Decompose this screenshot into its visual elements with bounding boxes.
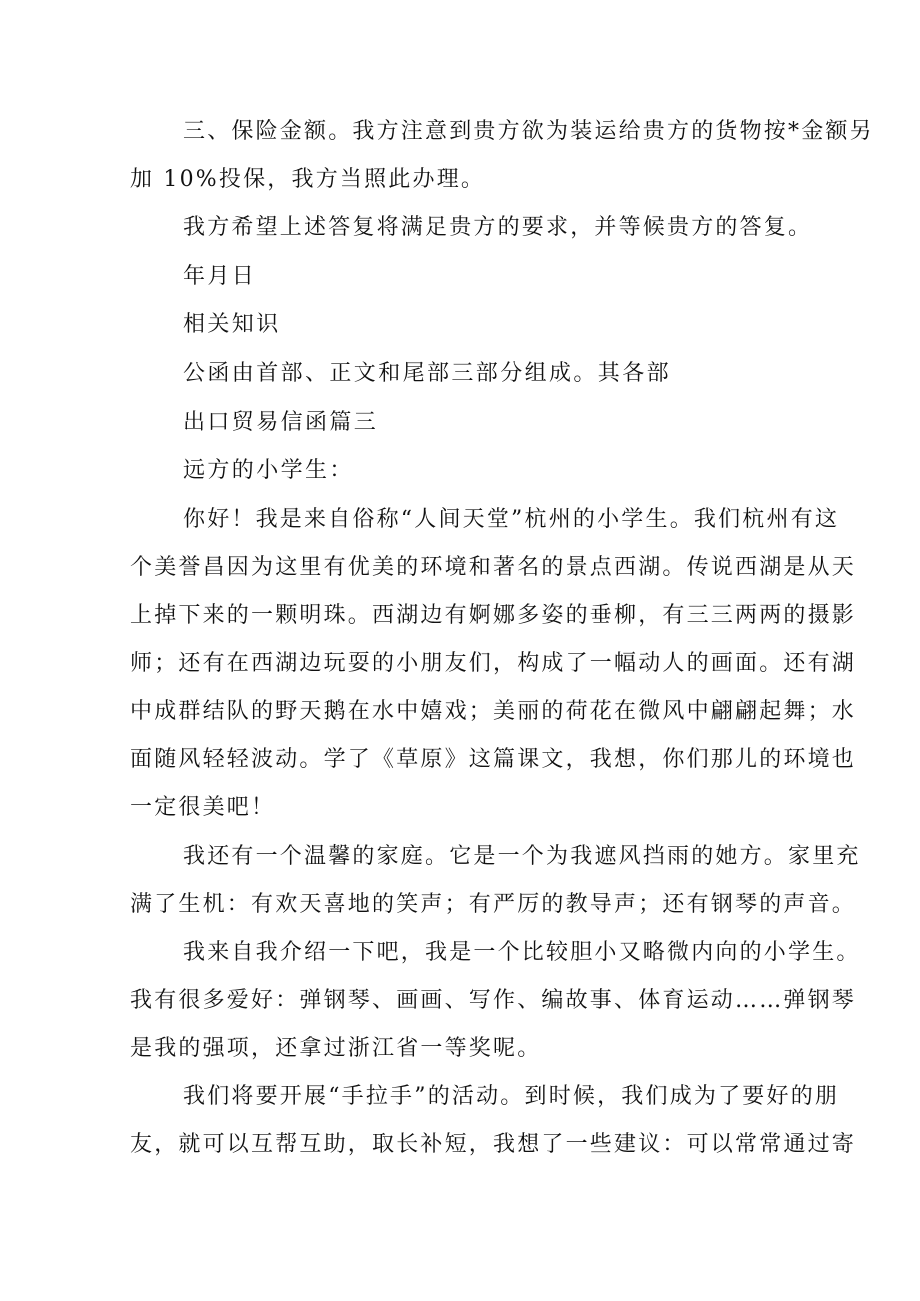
text-line: 三、保险金额。我方注意到贵方欲为装运给贵方的货物按*金额另 bbox=[183, 119, 874, 144]
text-line: 我们将要开展“手拉手”的活动。到时候，我们成为了要好的朋 bbox=[183, 1084, 840, 1109]
text-line: 你好！我是来自俗称“人间天堂”杭州的小学生。我们杭州有这 bbox=[183, 507, 840, 532]
text-line: 师；还有在西湖边玩耍的小朋友们，构成了一幅动人的画面。还有湖 bbox=[130, 651, 857, 676]
text-line: 一定很美吧！ bbox=[130, 795, 276, 820]
salutation: 远方的小学生： bbox=[183, 458, 354, 483]
text-line: 我有很多爱好：弹钢琴、画画、写作、编故事、体育运动……弹钢琴 bbox=[130, 988, 857, 1013]
text-line: 个美誉昌因为这里有优美的环境和著名的景点西湖。传说西湖是从天 bbox=[130, 555, 857, 580]
text-line: 我来自我介绍一下吧，我是一个比较胆小又略微内向的小学生。 bbox=[183, 940, 861, 965]
text-line: 加 10%投保，我方当照此办理。 bbox=[130, 167, 486, 192]
text-line: 上掉下来的一颗明珠。西湖边有婀娜多姿的垂柳，有三三两两的摄影 bbox=[130, 603, 857, 628]
text-line: 友，就可以互帮互助，取长补短，我想了一些建议：可以常常通过寄 bbox=[130, 1132, 857, 1157]
text-line: 公函由首部、正文和尾部三部分组成。其各部 bbox=[183, 361, 672, 386]
text-line: 满了生机：有欢天喜地的笑声；有严厉的教导声；还有钢琴的声音。 bbox=[130, 892, 857, 917]
text-line: 是我的强项，还拿过浙江省一等奖呢。 bbox=[130, 1036, 542, 1061]
text-line: 中成群结队的野天鹅在水中嬉戏；美丽的荷花在微风中翩翩起舞；水 bbox=[130, 699, 857, 724]
text-line: 面随风轻轻波动。学了《草原》这篇课文，我想，你们那儿的环境也 bbox=[130, 747, 857, 772]
text-line: 我方希望上述答复将满足贵方的要求，并等候贵方的答复。 bbox=[183, 215, 813, 240]
text-line: 我还有一个温馨的家庭。它是一个为我遮风挡雨的她方。家里充 bbox=[183, 844, 861, 869]
section-heading: 出口贸易信函篇三 bbox=[183, 410, 379, 435]
section-heading: 相关知识 bbox=[183, 312, 281, 337]
text-line: 年月日 bbox=[183, 264, 257, 289]
